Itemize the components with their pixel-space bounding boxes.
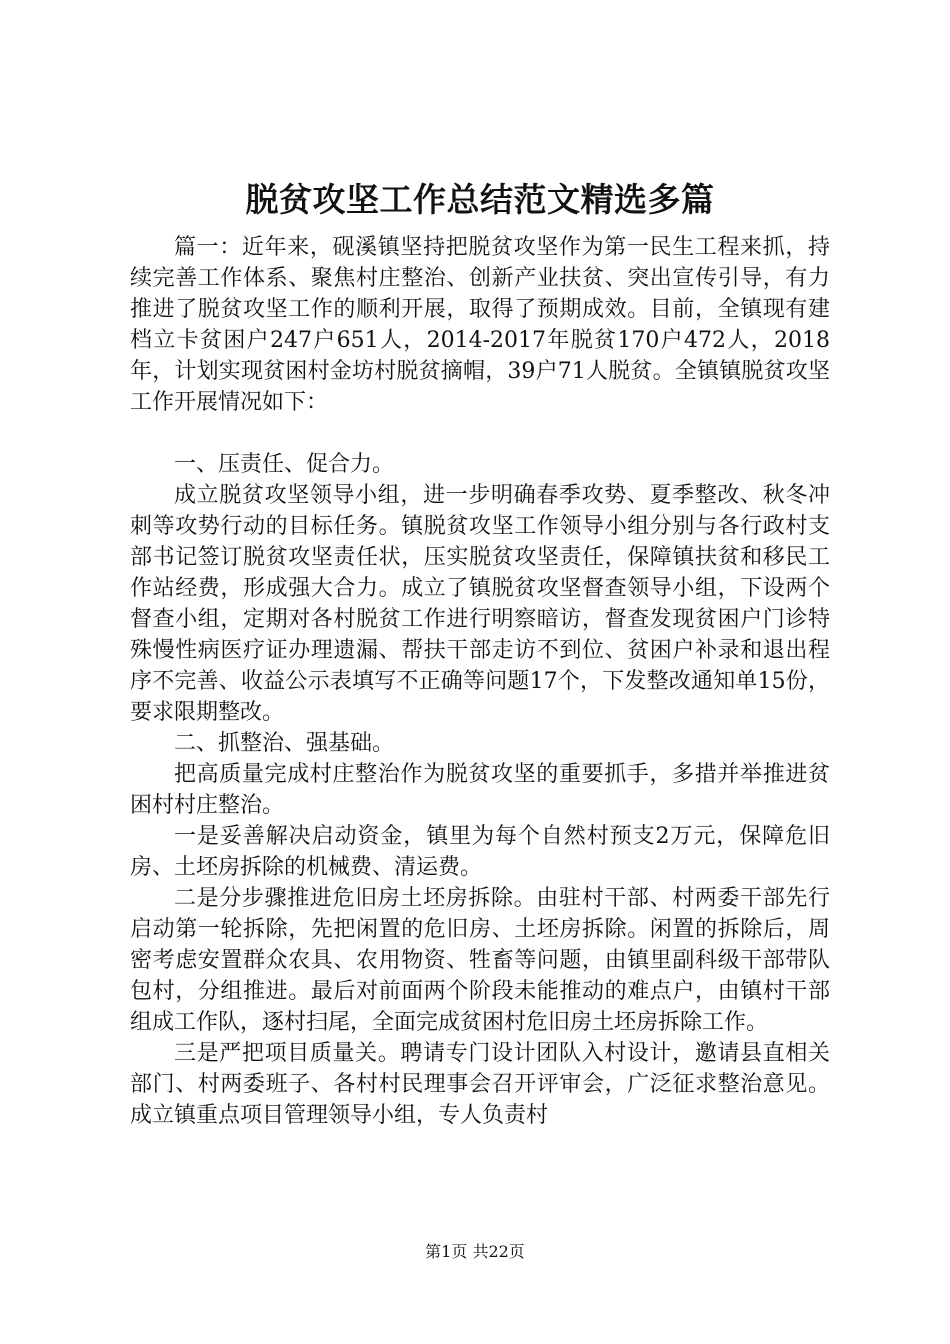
document-page <box>130 180 830 1131</box>
paragraph-gap <box>130 418 830 449</box>
list-item-3: 三是严把项目质量关。聘请专门设计团队入村设计，邀请县直相关部门、村两委班子、各村村民理事会召开评审会，广泛征求整治意见。成立镇重点项目管理领导小组，专人负责村 <box>130 1040 830 1128</box>
section-body-1: 成立脱贫攻坚领导小组，进一步明确春季攻势、夏季整改、秋冬冲刺等攻势行动的目标任务。镇脱贫攻坚工作领导小组分别与各行政村支部书记签订脱贫攻坚责任状，压实脱贫攻坚责任，保障镇扶贫和移民工作站经费，形成强大合力。成立了镇脱贫攻坚督查领导小组，下设两个督查小组，定期对各村脱贫工作进行明察暗访，督查发现贫困户门诊特殊慢性病医疗证办理遗漏、帮扶干部走访不到位、贫困户补录和退出程序不完善、收益公示表填写不正确等问题17个，下发整改通知单15份，要求限期整改。 <box>130 482 830 725</box>
list-item-2: 二是分步骤推进危旧房土坯房拆除。由驻村干部、村两委干部先行启动第一轮拆除，先把闲置的危旧房、土坯房拆除。闲置的拆除后，周密考虑安置群众农具、农用物资、牲畜等问题，由镇里副科级干部带队包村，分组推进。最后对前面两个阶段未能推动的难点户，由镇村干部组成工作队，逐村扫尾，全面完成贫困村危旧房土坯房拆除工作。 <box>130 885 830 1035</box>
list-item-1: 一是妥善解决启动资金，镇里为每个自然村预支2万元，保障危旧房、土坯房拆除的机械费、清运费。 <box>130 823 830 880</box>
page-footer: 第1页 共22页 <box>425 1242 525 1261</box>
section-heading-1: 一、压责任、促合力。 <box>174 451 395 477</box>
section-body-2: 把高质量完成村庄整治作为脱贫攻坚的重要抓手，多措并举推进贫困村村庄整治。 <box>130 761 830 818</box>
document-title: 脱贫攻坚工作总结范文精选多篇 <box>245 180 715 219</box>
intro-paragraph: 篇一：近年来，砚溪镇坚持把脱贫攻坚作为第一民生工程来抓，持续完善工作体系、聚焦村庄整治、创新产业扶贫、突出宣传引导，有力推进了脱贫攻坚工作的顺利开展，取得了预期成效。目前，全镇现有建档立卡贫困户247户651人，2014-2017年脱贫170户472人，2018年，计划实现贫困村金坊村脱贫摘帽，39户71人脱贫。全镇镇脱贫攻坚工作开展情况如下： <box>130 234 830 415</box>
section-heading-2: 二、抓整治、强基础。 <box>174 730 395 756</box>
